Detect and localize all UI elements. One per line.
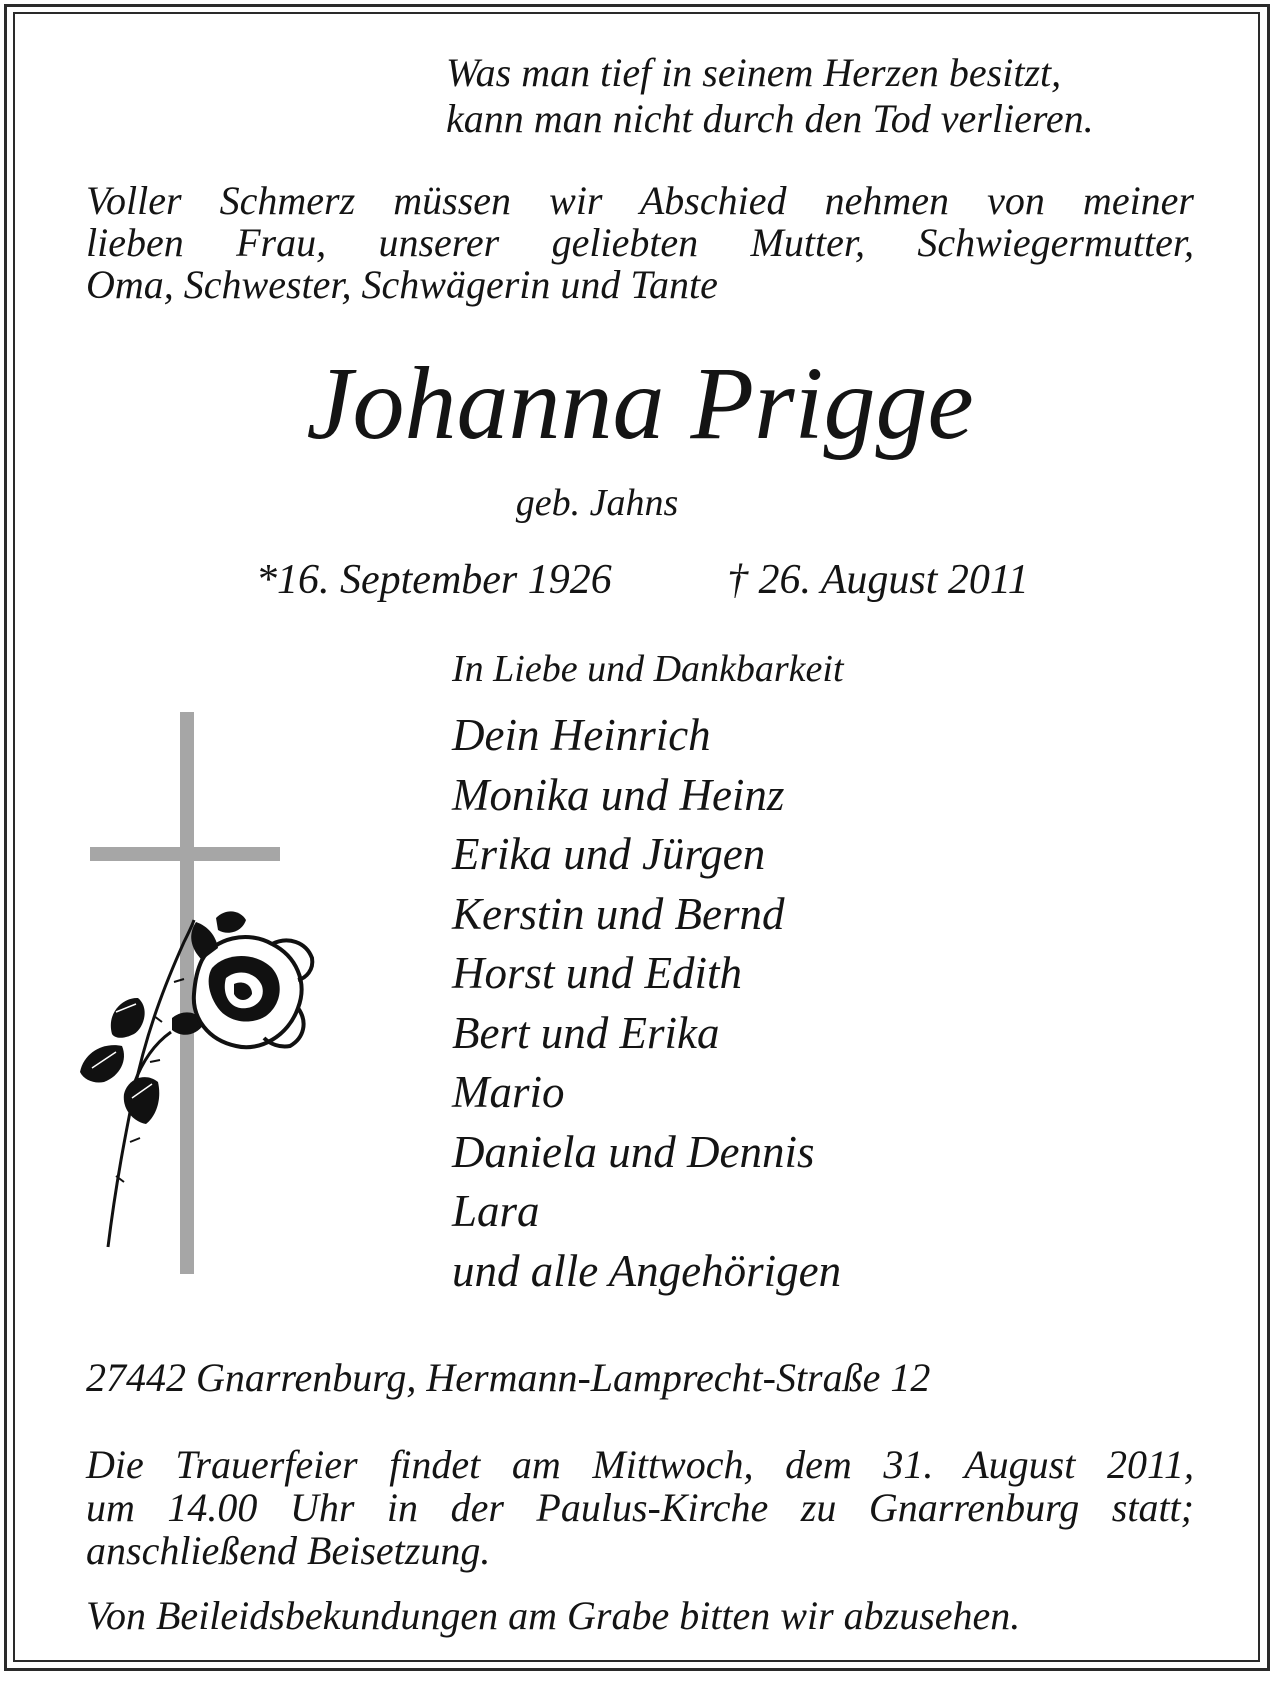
maiden-name: geb. Jahns (515, 482, 679, 524)
mourner-name: Horst und Edith (452, 948, 743, 998)
intro-paragraph (86, 180, 1194, 306)
service-line: Die Trauerfeier findet am Mittwoch, dem 31. August 2011, (86, 1442, 1194, 1487)
death-date: † 26. August 2011 (727, 557, 1029, 603)
mourner-name: und alle Angehörigen (452, 1245, 842, 1296)
intro-line: Voller Schmerz müssen wir Abschied nehmen von meiner (86, 178, 1194, 223)
signature-intro: In Liebe und Dankbarkeit (452, 648, 844, 690)
cross-with-rose-icon (76, 712, 326, 1282)
deceased-name: Johanna Prigge (306, 346, 974, 461)
mourner-name: Daniela und Dennis (452, 1126, 815, 1177)
service-line: um 14.00 Uhr in der Paulus-Kirche zu Gnarrenburg statt; (86, 1485, 1194, 1530)
motto-line: Was man tief in seinem Herzen besitzt, (446, 50, 1062, 95)
motto-line: kann man nicht durch den Tod verlieren. (446, 96, 1094, 141)
condolence-request: Von Beileidsbekundungen am Grabe bitten wir abzusehen. (86, 1593, 1021, 1638)
mourner-name: Dein Heinrich (452, 710, 711, 760)
mourner-name: Erika und Jürgen (452, 829, 766, 879)
service-line: anschließend Beisetzung. (86, 1528, 491, 1573)
funeral-service-paragraph (86, 1443, 1194, 1572)
mourner-name: Mario (452, 1067, 565, 1117)
address: 27442 Gnarrenburg, Hermann-Lamprecht-Straße 12 (86, 1355, 931, 1400)
intro-line: lieben Frau, unserer geliebten Mutter, Schwiegermutter, (86, 220, 1194, 265)
motto (446, 50, 1094, 142)
mourner-name: Kerstin und Bernd (452, 888, 785, 939)
mourner-name: Lara (452, 1186, 540, 1236)
mourners-list (452, 706, 841, 1301)
mourner-name: Bert und Erika (452, 1007, 720, 1058)
mourner-name: Monika und Heinz (452, 769, 785, 820)
birth-date: *16. September 1926 (256, 557, 612, 603)
intro-line: Oma, Schwester, Schwägerin und Tante (86, 262, 718, 307)
